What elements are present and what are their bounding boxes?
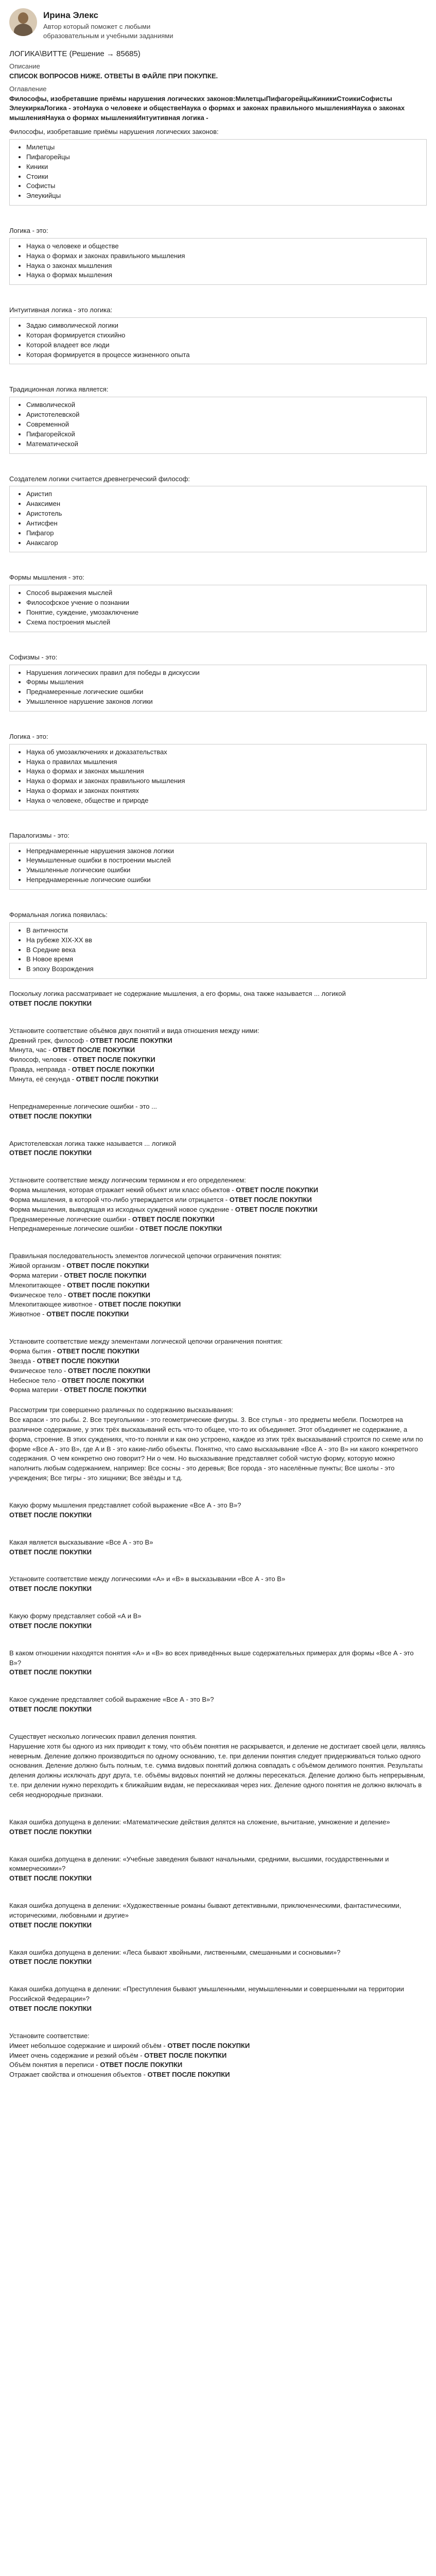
pair-label: Минута, её секунда - <box>9 1075 75 1083</box>
section-title: Интуитивная логика - это логика: <box>9 306 113 314</box>
question-text: Какая ошибка допущена в делении: «Преступления бывают умышленными, неумышленными и совершенными на территории Российской Федерации»? <box>9 1985 404 2003</box>
answer-label: ОТВЕТ ПОСЛЕ ПОКУПКИ <box>235 1205 318 1213</box>
question-text: Какая ошибка допущена в делении: «Художественные романы бывают детективными, приключенческими, фантастическими, историческими, любовными и другие» <box>9 1902 402 1919</box>
answer-label: ОТВЕТ ПОСЛЕ ПОКУПКИ <box>9 1511 92 1519</box>
author-name[interactable]: Ирина Элекс <box>43 10 98 20</box>
answer-label: ОТВЕТ ПОСЛЕ ПОКУПКИ <box>76 1075 159 1083</box>
section-title: Формальная логика появилась: <box>9 911 108 919</box>
option-item: • В античности <box>26 926 422 936</box>
option-item: • Которая формируется в процессе жизненного опыта <box>26 350 422 360</box>
answer-label: ОТВЕТ ПОСЛЕ ПОКУПКИ <box>9 1874 92 1883</box>
answer-label: ОТВЕТ ПОСЛЕ ПОКУПКИ <box>9 1668 92 1676</box>
description-label: Описание <box>9 62 40 71</box>
option-item: • Понятие, суждение, умозаключение <box>26 608 422 618</box>
question-text: Какую форму мышления представляет собой выражение «Все А - это В»? <box>9 1501 241 1509</box>
answer-label: ОТВЕТ ПОСЛЕ ПОКУПКИ <box>9 999 92 1007</box>
answer-label: ОТВЕТ ПОСЛЕ ПОКУПКИ <box>9 1149 92 1157</box>
chains-prompt: Установите соответствие между элементами логической цепочки ограничения понятия: <box>9 1337 283 1346</box>
pair-label: Древний грек, философ - <box>9 1036 89 1044</box>
answer-label: ОТВЕТ ПОСЛЕ ПОКУПКИ <box>90 1036 172 1044</box>
option-item: • Наука о формах и законах правильного мышления <box>26 776 422 786</box>
option-item: • Элеукийцы <box>26 191 422 201</box>
description-text: СПИСОК ВОПРОСОВ НИЖЕ. ОТВЕТЫ В ФАЙЛЕ ПРИ ПОКУПКЕ. <box>9 72 218 80</box>
answer-label: ОТВЕТ ПОСЛЕ ПОКУПКИ <box>147 2071 230 2079</box>
option-item: • Непреднамеренные нарушения законов логики <box>26 846 422 856</box>
option-item: • Наука о формах мышления <box>26 270 422 280</box>
option-item: • Математической <box>26 439 422 449</box>
option-item: • Наука о человеке и обществе <box>26 242 422 251</box>
answer-label: ОТВЕТ ПОСЛЕ ПОКУПКИ <box>9 1585 92 1593</box>
answer-label: ОТВЕТ ПОСЛЕ ПОКУПКИ <box>9 1548 92 1556</box>
question-text: Установите соответствие между логическими «А» и «В» в высказывании «Все А - это В» <box>9 1575 286 1583</box>
answer-label: ОТВЕТ ПОСЛЕ ПОКУПКИ <box>46 1310 129 1318</box>
option-item: • Пифагорейской <box>26 430 422 439</box>
section-title: Паралогизмы - это: <box>9 831 69 839</box>
option-item: • Нарушения логических правил для победы в дискуссии <box>26 668 422 678</box>
pair-label: Форма материи - <box>9 1386 62 1394</box>
options-box <box>9 238 427 285</box>
section-title: Логика - это: <box>9 227 48 235</box>
option-item: • Преднамеренные логические ошибки <box>26 687 422 697</box>
answer-label: ОТВЕТ ПОСЛЕ ПОКУПКИ <box>57 1347 139 1355</box>
final-pair <box>9 2060 427 2070</box>
toc-text: Философы, изобретавшие приёмы нарушения логических законов:МилетцыПифагорейцыКиникиСтоикиСофисты ЭлеукиркаЛогика - этоНаука о человеке и обществеНаука о формах и законах правильного мышленияНаука о законах мышленияНаука о формах мышленияИнтуитивная логика - <box>9 94 405 122</box>
option-item: • Антисфен <box>26 519 422 529</box>
option-item: • Наука о формах и законах правильного мышления <box>26 251 422 261</box>
pair-label: Преднамеренные логические ошибки - <box>9 1215 131 1223</box>
option-item: • Способ выражения мыслей <box>26 588 422 598</box>
option-item: • Задаю символической логики <box>26 321 422 331</box>
answer-label: ОТВЕТ ПОСЛЕ ПОКУПКИ <box>9 1827 92 1836</box>
chains-pair <box>9 1376 427 1386</box>
option-item: • Наука о законах мышления <box>26 261 422 271</box>
judgements-prompt: Рассмотрим три совершенно различных по содержанию высказывания: <box>9 1406 234 1414</box>
answer-label: ОТВЕТ ПОСЛЕ ПОКУПКИ <box>37 1357 119 1365</box>
option-item: • В эпоху Возрождения <box>26 964 422 974</box>
option-item: • Неумышленные ошибки в построении мыслей <box>26 856 422 866</box>
option-item: • Анаксимен <box>26 499 422 509</box>
pair-label: Форма мышления, выводящая из исходных суждений новое суждение - <box>9 1205 234 1213</box>
questions <box>9 989 427 2080</box>
question-text: Какая ошибка допущена в делении: «Леса бывают хвойными, лиственными, смешанными и сосновыми»? <box>9 1948 341 1956</box>
option-item: • Схема построения мыслей <box>26 618 422 628</box>
options-box <box>9 665 427 711</box>
final-pair <box>9 2041 427 2051</box>
sections <box>9 127 427 979</box>
section-title: Формы мышления - это: <box>9 573 84 582</box>
chains-pair <box>9 1357 427 1366</box>
elements-pair <box>9 1310 427 1319</box>
option-item: • Стоики <box>26 172 422 182</box>
judgements-text: Все караси - это рыбы. 2. Все треугольники - это геометрические фигуры. 3. Все стулья - это предметы мебели. Посмотрев на различное содержание, у этих трёх высказываний есть что-то общее, что-то их объединяет. Этот объединяет не содержание, а форма, строение. В этих суждениях, что-то поняли и как оно устроено, каждое из этих трёх высказываний строится по схеме или по форме «Все A - это B», где A и B - это какие-либо объекты. Понятно, что само высказывание «Все А - это В» ни какого конкретного содержания. О чем конкретно оно говорит? Ни о чем. Но высказывание представляет собой чистую форму, которую можно наполнить любым содержанием, например: Все сосны - это деревья; Все города - это населённые пункты; Все школы - это учреждения; Все тигры - это хищники; Все звёзды и т.д. <box>9 1416 423 1482</box>
options-box <box>9 317 427 364</box>
answer-label: ОТВЕТ ПОСЛЕ ПОКУПКИ <box>9 1958 92 1966</box>
elements-prompt: Правильная последовательность элементов логической цепочки ограничения понятия: <box>9 1252 282 1260</box>
question-text: Какое суждение представляет собой выражение «Все А - это В»? <box>9 1696 214 1704</box>
author-info <box>43 8 198 41</box>
pair-label: Правда, неправда - <box>9 1065 71 1074</box>
answer-label: ОТВЕТ ПОСЛЕ ПОКУПКИ <box>73 1056 155 1064</box>
section-title: Софизмы - это: <box>9 653 58 661</box>
option-item: • Непреднамеренные логические ошибки <box>26 875 422 885</box>
option-item: • Умышленное нарушение законов логики <box>26 697 422 707</box>
answer-label: ОТВЕТ ПОСЛЕ ПОКУПКИ <box>9 1705 92 1714</box>
pair-label: Физическое тело - <box>9 1291 66 1299</box>
elements-pair <box>9 1261 427 1271</box>
option-item: • Наука о формах и законах мышления <box>26 767 422 776</box>
section-title: Философы, изобретавшие приёмы нарушения логических законов: <box>9 128 219 136</box>
option-item: • Символической <box>26 400 422 410</box>
option-item: • Милетцы <box>26 143 422 152</box>
option-item: • Которой владеет все люди <box>26 341 422 350</box>
final-pair <box>9 2051 427 2061</box>
answer-label: ОТВЕТ ПОСЛЕ ПОКУПКИ <box>9 2004 92 2012</box>
pair-label: Млекопитающее - <box>9 1281 65 1289</box>
options-box <box>9 922 427 979</box>
answer-label: ОТВЕТ ПОСЛЕ ПОКУПКИ <box>98 1300 181 1309</box>
terms-def-pair <box>9 1185 427 1195</box>
elements-pair <box>9 1271 427 1281</box>
pair-label: Физическое тело - <box>9 1366 66 1375</box>
answer-label: ОТВЕТ ПОСЛЕ ПОКУПКИ <box>61 1376 144 1384</box>
chains-pair <box>9 1366 427 1376</box>
answer-label: ОТВЕТ ПОСЛЕ ПОКУПКИ <box>229 1195 312 1204</box>
options-box <box>9 486 427 552</box>
answer-label: ОТВЕТ ПОСЛЕ ПОКУПКИ <box>100 2061 183 2069</box>
answer-label: ОТВЕТ ПОСЛЕ ПОКУПКИ <box>66 1262 149 1270</box>
terms-def-pair <box>9 1195 427 1205</box>
option-item: • В Средние века <box>26 945 422 955</box>
options-box <box>9 843 427 890</box>
option-item: • Наука о человеке, обществе и природе <box>26 796 422 806</box>
terms-def-pair <box>9 1205 427 1215</box>
answer-label: ОТВЕТ ПОСЛЕ ПОКУПКИ <box>67 1281 150 1289</box>
question-text: Аристотелевская логика также называется ... логикой <box>9 1139 177 1147</box>
option-item: • Формы мышления <box>26 677 422 687</box>
pair-label: Имеет небольшое содержание и широкий объём - <box>9 2041 166 2049</box>
question-text: Какая ошибка допущена в делении: «Учебные заведения бывают начальными, средними, высшими, государственными и коммерческими»? <box>9 1855 389 1873</box>
section-title: Создателем логики считается древнегреческий философ: <box>9 474 190 483</box>
section-title: Логика - это: <box>9 732 48 740</box>
question-text: Какая ошибка допущена в делении: «Математические действия делятся на сложение, вычитание, умножение и деление» <box>9 1818 390 1826</box>
option-item: • Пифагорейцы <box>26 152 422 162</box>
answer-label: ОТВЕТ ПОСЛЕ ПОКУПКИ <box>64 1386 147 1394</box>
answer-label: ОТВЕТ ПОСЛЕ ПОКУПКИ <box>132 1215 215 1223</box>
answer-label: ОТВЕТ ПОСЛЕ ПОКУПКИ <box>236 1186 319 1194</box>
pair-label: Отражает свойства и отношения объектов - <box>9 2071 146 2079</box>
answer-label: ОТВЕТ ПОСЛЕ ПОКУПКИ <box>67 1291 150 1299</box>
elements-pair <box>9 1281 427 1291</box>
question-text: Какая является высказывание «Все А - это В» <box>9 1538 153 1546</box>
pair-label: Живой организм - <box>9 1262 65 1270</box>
answer-label: ОТВЕТ ПОСЛЕ ПОКУПКИ <box>9 1921 92 1929</box>
option-item: • Анаксагор <box>26 538 422 548</box>
option-item: • В Новое время <box>26 955 422 964</box>
terms-match-pair <box>9 1055 427 1065</box>
answer-label: ОТВЕТ ПОСЛЕ ПОКУПКИ <box>9 1621 92 1630</box>
question-text: Непреднамеренные логические ошибки - это ... <box>9 1102 157 1110</box>
option-item: • Аристотель <box>26 509 422 519</box>
terms-match-pair <box>9 1075 427 1084</box>
option-item: • Наука о формах и законах понятиях <box>26 786 422 796</box>
terms-match-pair <box>9 1045 427 1055</box>
answer-label: ОТВЕТ ПОСЛЕ ПОКУПКИ <box>167 2041 250 2049</box>
elements-pair <box>9 1300 427 1310</box>
option-item: • Наука об умозаключениях и доказательствах <box>26 748 422 757</box>
options-box <box>9 139 427 206</box>
option-item: • Киники <box>26 162 422 172</box>
toc-label: Оглавление <box>9 84 47 93</box>
pair-label: Животное - <box>9 1310 45 1318</box>
pair-label: Небесное тело - <box>9 1376 60 1384</box>
terms-match-prompt: Установите соответствие объёмов двух понятий и вида отношения между ними: <box>9 1026 259 1035</box>
answer-label: ОТВЕТ ПОСЛЕ ПОКУПКИ <box>9 1112 92 1120</box>
author-description: Автор который поможет с любыми образовательным и учебными заданиями <box>43 22 173 40</box>
answer-label: ОТВЕТ ПОСЛЕ ПОКУПКИ <box>64 1271 147 1279</box>
terms-def-prompt: Установите соответствие между логическим термином и его определением: <box>9 1176 246 1184</box>
terms-match-pair <box>9 1036 427 1046</box>
pair-label: Форма материи - <box>9 1271 62 1279</box>
pair-label: Философ, человек - <box>9 1056 72 1064</box>
pair-label: Форма мышления, которая отражает некий объект или класс объектов - <box>9 1186 234 1194</box>
option-item: • Аристип <box>26 489 422 499</box>
option-item: • Наука о правилах мышления <box>26 757 422 767</box>
answer-label: ОТВЕТ ПОСЛЕ ПОКУПКИ <box>144 2051 227 2059</box>
option-item: • Умышленные логические ошибки <box>26 866 422 875</box>
question-text: В каком отношении находятся понятия «А» и «В» во всех приведённых выше содержательных примерах для формы «Все А - это В»? <box>9 1649 414 1667</box>
answer-label: ОТВЕТ ПОСЛЕ ПОКУПКИ <box>139 1225 222 1233</box>
option-item: • Современной <box>26 420 422 430</box>
option-item: • Аристотелевской <box>26 410 422 420</box>
option-item: • Софисты <box>26 181 422 191</box>
options-box <box>9 744 427 810</box>
option-item: • Философское учение о познании <box>26 598 422 608</box>
author-block <box>9 5 427 46</box>
option-item: • Которая формируется стихийно <box>26 331 422 341</box>
final-pair <box>9 2070 427 2080</box>
division-text: Нарушение хотя бы одного из них приводит к тому, что объём понятия не раскрывается, и деление не достигает своей цели, являясь неверным. Деление должно производиться по одному основанию, т.е. при делении понятия следует придерживаться только одного основания. Деление должно быть полным, т.е. сумма видовых понятий должна совпадать с объёмом делимого понятия. Результаты деления должны исключать друг друга, т.е. объёмы видовых понятий не должны пересекаться. Деление должно быть непрерывным, т.е. при делении нужно переходить к ближайшим видам, не перескакивая через них. Деление одного понятия не должно включать в себя неоднородные признаки. <box>9 1742 426 1799</box>
pair-label: Минута, час - <box>9 1046 51 1054</box>
pair-label: Звезда - <box>9 1357 35 1365</box>
pair-label: Млекопитающее животное - <box>9 1300 97 1309</box>
question-text: Какую форму представляет собой «А и В» <box>9 1612 142 1620</box>
chains-pair <box>9 1385 427 1395</box>
pair-label: Форма бытия - <box>9 1347 56 1355</box>
pair-label: Объём понятия в переписи - <box>9 2061 98 2069</box>
question-text: Поскольку логика рассматривает не содержание мышления, а его формы, она также называется ... логикой <box>9 990 346 998</box>
terms-def-pair <box>9 1224 427 1234</box>
options-box <box>9 397 427 453</box>
answer-label: ОТВЕТ ПОСЛЕ ПОКУПКИ <box>53 1046 135 1054</box>
page-title: ЛОГИКА\ВИТТЕ (Решение → 85685) <box>9 49 141 59</box>
pair-label: Непреднамеренные логические ошибки - <box>9 1225 138 1233</box>
pair-label: Имеет очень содержание и резкий объём - <box>9 2051 143 2059</box>
options-box <box>9 585 427 632</box>
pair-label: Форма мышления, в которой что-либо утверждается или отрицается - <box>9 1195 228 1204</box>
avatar[interactable] <box>9 8 37 36</box>
chains-pair <box>9 1347 427 1357</box>
answer-label: ОТВЕТ ПОСЛЕ ПОКУПКИ <box>72 1065 154 1074</box>
terms-def-pair <box>9 1215 427 1225</box>
answer-label: ОТВЕТ ПОСЛЕ ПОКУПКИ <box>67 1366 150 1375</box>
section-title: Традиционная логика является: <box>9 385 109 394</box>
option-item: • На рубеже XIX-XX вв <box>26 936 422 945</box>
division-prompt: Существует несколько логических правил деления понятия. <box>9 1732 197 1740</box>
elements-pair <box>9 1291 427 1300</box>
option-item: • Пифагор <box>26 529 422 538</box>
final-prompt: Установите соответствие: <box>9 2031 90 2040</box>
terms-match-pair <box>9 1065 427 1075</box>
